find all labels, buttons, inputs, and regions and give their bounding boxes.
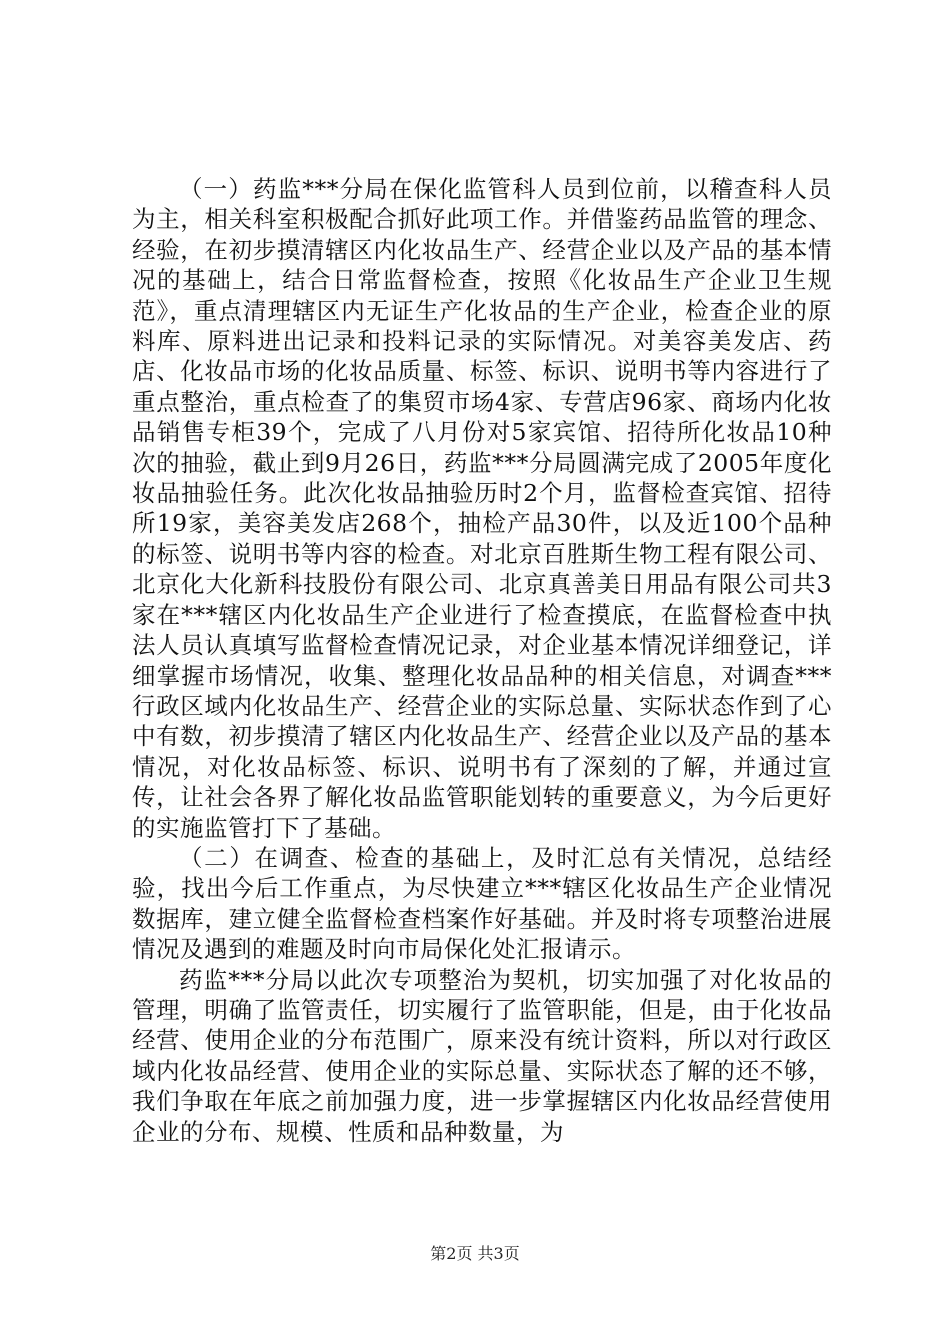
- page-footer: 第2页 共3页: [430, 1244, 520, 1263]
- document-body: [132, 174, 832, 1147]
- paragraph-3: 药监***分局以此次专项整治为契机，切实加强了对化妆品的管理，明确了监管责任，切实履行了监管职能，但是，由于化妆品经营、使用企业的分布范围广，原来没有统计资料，所以对行政区域内化妆品经营、使用企业的实际总量、实际状态了解的还不够，我们争取在年底之前加强力度，进一步掌握辖区内化妆品经营使用企业的分布、规模、性质和品种数量，为: [132, 965, 832, 1146]
- paragraph-1: （一）药监***分局在保化监管科人员到位前，以稽查科人员为主，相关科室积极配合抓好此项工作。并借鉴药品监管的理念、经验，在初步摸清辖区内化妆品生产、经营企业以及产品的基本情况的基础上，结合日常监督检查，按照《化妆品生产企业卫生规范》，重点清理辖区内无证生产化妆品的生产企业，检查企业的原料库、原料进出记录和投料记录的实际情况。对美容美发店、药店、化妆品市场的化妆品质量、标签、标识、说明书等内容进行了重点整治，重点检查了的集贸市场4家、专营店96家、商场内化妆品销售专柜39个，完成了八月份对5家宾馆、招待所化妆品10种次的抽验，截止到9月26日，药监***分局圆满完成了2005年度化妆品抽验任务。此次化妆品抽验历时2个月，监督检查宾馆、招待所19家，美容美发店268个，抽检产品30件，以及近100个品种的标签、说明书等内容的检查。对北京百胜斯生物工程有限公司、北京化大化新科技股份有限公司、北京真善美日用品有限公司共3家在***辖区内化妆品生产企业进行了检查摸底，在监督检查中执法人员认真填写监督检查情况记录，对企业基本情况详细登记，详细掌握市场情况，收集、整理化妆品品种的相关信息，对调查***行政区域内化妆品生产、经营企业的实际总量、实际状态作到了心中有数，初步摸清了辖区内化妆品生产、经营企业以及产品的基本情况，对化妆品标签、标识、说明书有了深刻的了解，并通过宣传，让社会各界了解化妆品监管职能划转的重要意义，为今后更好的实施监管打下了基础。: [132, 175, 832, 842]
- paragraph-2: （二）在调查、检查的基础上，及时汇总有关情况，总结经验，找出今后工作重点，为尽快建立***辖区化妆品生产企业情况数据库，建立健全监督检查档案作好基础。并及时将专项整治进展情况及遇到的难题及时向市局保化处汇报请示。: [132, 843, 832, 964]
